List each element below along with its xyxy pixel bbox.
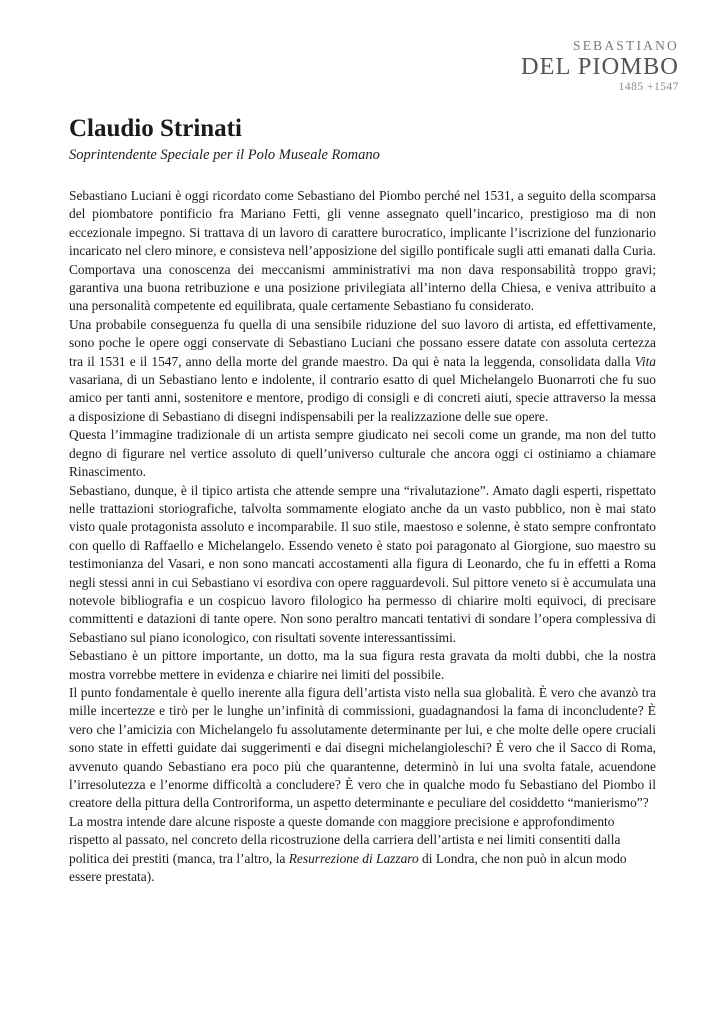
paragraph-2-text-b: vasariana, di un Sebastiano lento e indolente, il contrario esatto di quel Michelangelo Buonarroti che fu suo amico per tanti anni, sostenitore e mentore, prodigo di consigli e di concreti aiuti, specie attraverso la messa a disposizione di Sebastiano di disegni indispensabili per la realizzazione delle sue opere.: [69, 372, 656, 424]
paragraph-3: Questa l’immagine tradizionale di un artista sempre giudicato nei secoli come un grande, ma non del tutto degno di figurare nel vertice assoluto di quell’universo culturale che ancora oggi ci ostiniamo a chiamare Rinascimento.: [69, 427, 656, 480]
paragraph-5: Sebastiano è un pittore importante, un dotto, ma la sua figura resta gravata da molti dubbi, che la nostra mostra vorrebbe mettere in evidenza e chiarire nei limiti del possibile.: [69, 648, 656, 682]
paragraph-2: [69, 316, 656, 426]
paragraph-7-emphasis: Resurrezione di Lazzaro: [288, 850, 419, 866]
paragraph-7-text-b: di Londra, che non può in alcun modo essere prestata).: [69, 850, 627, 885]
paragraph-2-text-a: Una probabile conseguenza fu quella di una sensibile riduzione del suo lavoro di artista, ed effettivamente, sono poche le opere oggi conservate di Sebastiano Luciani che possano essere datate con assoluta certezza tra il 1531 e il 1547, anno della morte del grande maestro. Da qui è nata la leggenda, consolidata dalla: [69, 316, 656, 369]
article-body: [69, 187, 656, 886]
paragraph-4: Sebastiano, dunque, è il tipico artista che attende sempre una “rivalutazione”. Amato dagli esperti, rispettato nelle trattazioni storiografiche, talvolta sommamente elogiato anche da un vasto pubblico, non è mai stato visto quale protagonista assoluto e incomparabile. Il suo stile, maestoso e solenne, è stato sempre confrontato con quello di Raffaello e Michelangelo. Essendo veneto è stato poi paragonato al Giorgione, suo maestro su testimonianza del Vasari, e non sono mancati accostamenti alla figura di Leonardo, che fu in effetti a Roma negli stessi anni in cui Sebastiano vi esordiva con opere ragguardevoli. Sul pittore veneto si è accumulata una notevole bibliografia e un cospicuo lavoro filologico ha permesso di chiarire molti equivoci, di precisare committenti e datazioni di tante opere. Non sono peraltro mancati tentativi di sondare l’opera complessiva di Sebastiano sul piano iconologico, con risultati sovente interessantissimi.: [69, 482, 656, 645]
paragraph-2-emphasis: Vita: [634, 353, 656, 369]
paragraph-6: Il punto fondamentale è quello inerente alla figura dell’artista visto nella sua globalità. È vero che avanzò tra mille incertezze e tirò per le lunghe un’infinità di commissioni, guadagnandosi la fama di inconcludente? È vero che l’amicizia con Michelangelo fu assolutamente determinante per lui, e che molte delle opere cruciali sono state in effetti guidate dai suggerimenti e dai disegni michelangioleschi? È vero che il Sacco di Roma, avvenuto quando Sebastiano era poco più che quarantenne, determinò in lui una svolta fatale, acuendone l’irresolutezza e l’enorme difficoltà a concludere? È vero che in qualche modo fu Sebastiano del Piombo il creatore della pittura della Controriforma, un aspetto determinante e peculiare del cosiddetto “manierismo”?: [69, 684, 656, 811]
paragraph-7: [69, 813, 656, 887]
author-name: Claudio Strinati: [69, 115, 242, 142]
logo-line-surname: DEL PIOMBO: [520, 53, 679, 80]
paragraph-7-text-a: La mostra intende dare alcune risposte a queste domande con maggiore precisione e approfondimento rispetto al passato, nel concreto della ricostruzione della carriera dell’artista e nei limiti consentiti dalla politica dei prestiti (manca, tra l’altro, la: [69, 813, 621, 866]
logo-line-dates: 1485 +1547: [618, 81, 679, 93]
exhibition-logo: [521, 38, 679, 94]
author-role: Soprintendente Speciale per il Polo Museale Romano: [69, 147, 380, 163]
paragraph-1: Sebastiano Luciani è oggi ricordato come Sebastiano del Piombo perché nel 1531, a seguito della scomparsa del piombatore pontificio fra Mariano Fetti, gli venne assegnato quell’incarico, prestigioso ma di non eccezionale impegno. Si trattava di un lavoro di carattere burocratico, implicante l’iscrizione del funzionario incaricato nel clero minore, e consisteva nell’apposizione del sigillo pontificale sugli atti emanati dalla Curia. Comportava una conoscenza dei meccanismi amministrativi ma non dava responsabilità troppo gravi; garantiva una buona retribuzione e una posizione privilegiata all’interno della Chiesa, e veniva attribuito a una personalità competente ed equilibrata, quale certamente Sebastiano fu considerato.: [69, 188, 656, 314]
logo-line-first-name: SEBASTIANO: [572, 38, 679, 53]
